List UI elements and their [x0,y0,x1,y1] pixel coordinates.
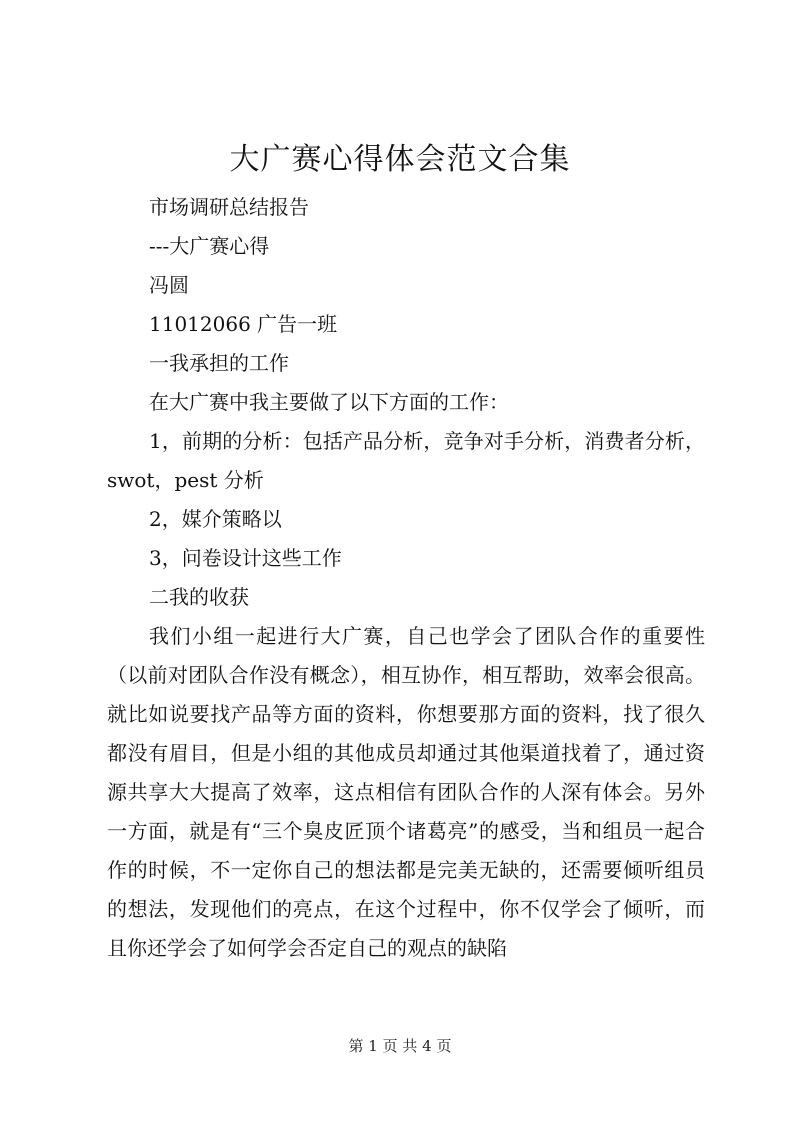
section-heading-work: 一我承担的工作 [149,351,289,375]
paragraph-work-intro: 在大广赛中我主要做了以下方面的工作： [149,390,509,414]
document-body [107,188,705,968]
paragraph-gains-body: 我们小组一起进行大广赛，自己也学会了团队合作的重要性（以前对团队合作没有概念），相互协作，相互帮助，效率会很高。就比如说要找产品等方面的资料，你想要那方面的资料，找了很久都没有眉目，但是小组的其他成员却通过其他渠道找着了，通过资源共享大大提高了效率，这点相信有团队合作的人深有体会。另外一方面，就是有“三个臭皮匠顶个诸葛亮”的感受，当和组员一起合作的时候，不一定你自己的想法都是完美无缺的，还需要倾听组员的想法，发现他们的亮点，在这个过程中，你不仅学会了倾听，而且你还学会了如何学会否定自己的观点的缺陷 [107,624,705,960]
paragraph-author: 冯圆 [149,273,189,297]
paragraph-work-item-2: 2，媒介策略以 [149,507,282,531]
paragraph-subtitle: ---大广赛心得 [149,234,270,258]
paragraph-work-item-3: 3，问卷设计这些工作 [149,546,342,570]
page-footer: 第 1 页 共 4 页 [348,1037,452,1055]
paragraph-report-title: 市场调研总结报告 [149,195,309,219]
document-title: 大广赛心得体会范文合集 [229,142,571,177]
section-heading-gains: 二我的收获 [149,585,249,609]
paragraph-student-id-class: 11012066 广告一班 [149,312,338,336]
paragraph-work-item-1: 1，前期的分析：包括产品分析，竞争对手分析，消费者分析，swot，pest 分析 [107,429,705,492]
